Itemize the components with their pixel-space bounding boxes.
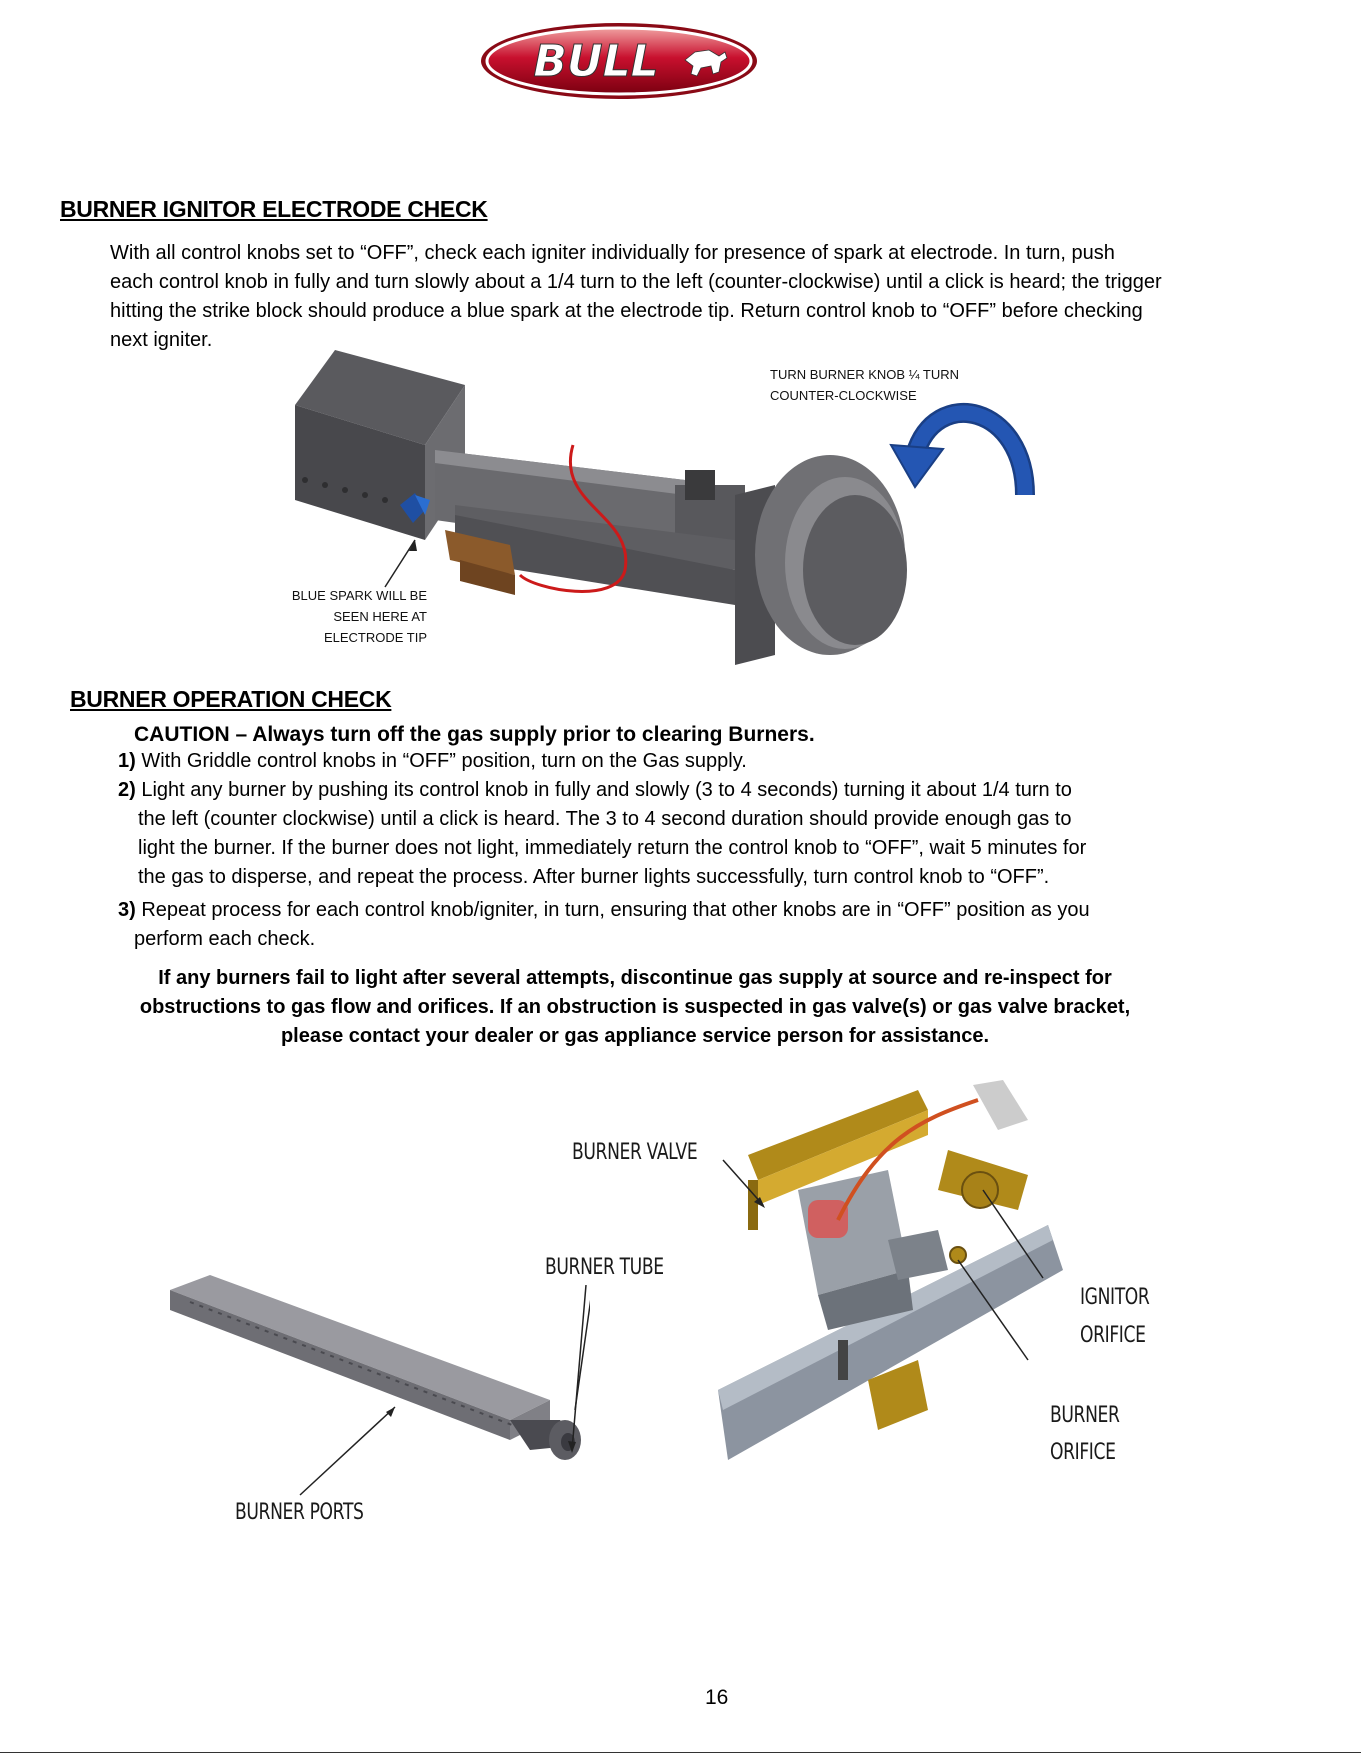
ignitor-orifice-label: ORIFICE	[1080, 1323, 1146, 1348]
leader-line	[718, 1150, 788, 1240]
section-heading-ignitor: BURNER IGNITOR ELECTRODE CHECK	[60, 196, 488, 222]
burner-orifice-label: ORIFICE	[1050, 1440, 1116, 1465]
warning-line: please contact your dealer or gas appliance service person for assistance.	[280, 1025, 990, 1047]
paragraph-line: hitting the strike block should produce a blue spark at the electrode tip. Return control knob to “OFF” before checking	[110, 300, 1143, 322]
burner-ports-label: BURNER PORTS	[235, 1500, 364, 1525]
step-3: 3) Repeat process for each control knob/igniter, in turn, ensuring that other knobs are in “OFF” position as you	[118, 899, 1090, 921]
footer-rule	[0, 1752, 1361, 1753]
paragraph-line: each control knob in fully and turn slowly about a 1/4 turn to the left (counter-clockwise) until a click is heard; the trigger	[110, 271, 1162, 293]
caution-text: CAUTION – Always turn off the gas supply prior to clearing Burners.	[134, 723, 815, 746]
section-heading-operation: BURNER OPERATION CHECK	[70, 686, 392, 712]
svg-text:BULL: BULL	[533, 36, 659, 87]
warning-block	[0, 964, 1270, 1051]
warning-line: obstructions to gas flow and orifices. If an obstruction is suspected in gas valve(s) or gas valve bracket,	[139, 996, 1131, 1018]
burner-tube-label: BURNER TUBE	[545, 1255, 664, 1280]
counter-clockwise-arrow-icon	[891, 413, 1025, 495]
paragraph-line: With all control knobs set to “OFF”, check each igniter individually for presence of spark at electrode. In turn, push	[110, 242, 1115, 264]
operation-steps	[118, 747, 1090, 954]
page-number: 16	[705, 1686, 729, 1709]
step-2: 2) Light any burner by pushing its control knob in fully and slowly (3 to 4 seconds) turning it about 1/4 turn to	[118, 779, 1072, 801]
step-2-line: the left (counter clockwise) until a click is heard. The 3 to 4 second duration should provide enough gas to	[138, 808, 1072, 830]
valve-assembly-illustration	[718, 1080, 1068, 1520]
leader-line	[560, 1285, 590, 1460]
burner-orifice-label-top: BURNER	[1050, 1403, 1120, 1428]
knob-turn-caption: TURN BURNER KNOB ¼ TURN COUNTER-CLOCKWISE	[770, 367, 960, 403]
step-3-line: perform each check.	[134, 928, 316, 950]
ignitor-instructions	[110, 239, 1162, 355]
burner-valve-label: BURNER VALVE	[572, 1140, 698, 1165]
warning-line: If any burners fail to light after several attempts, discontinue gas supply at source and re-inspect for	[158, 967, 1112, 989]
burner-tube-illustration	[150, 1270, 590, 1510]
ignitor-label: IGNITOR	[1080, 1285, 1150, 1310]
bull-logo	[478, 20, 760, 102]
paragraph-line: next igniter.	[110, 329, 213, 351]
step-2-line: light the burner. If the burner does not light, immediately return the control knob to “OFF”, wait 5 minutes for	[138, 837, 1087, 859]
step-1: 1) With Griddle control knobs in “OFF” position, turn on the Gas supply.	[118, 750, 747, 772]
spark-location-caption: BLUE SPARK WILL BE SEEN HERE AT ELECTRODE TIP	[291, 588, 427, 645]
step-2-line: the gas to disperse, and repeat the process. After burner lights successfully, turn control knob to “OFF”.	[138, 866, 1050, 888]
